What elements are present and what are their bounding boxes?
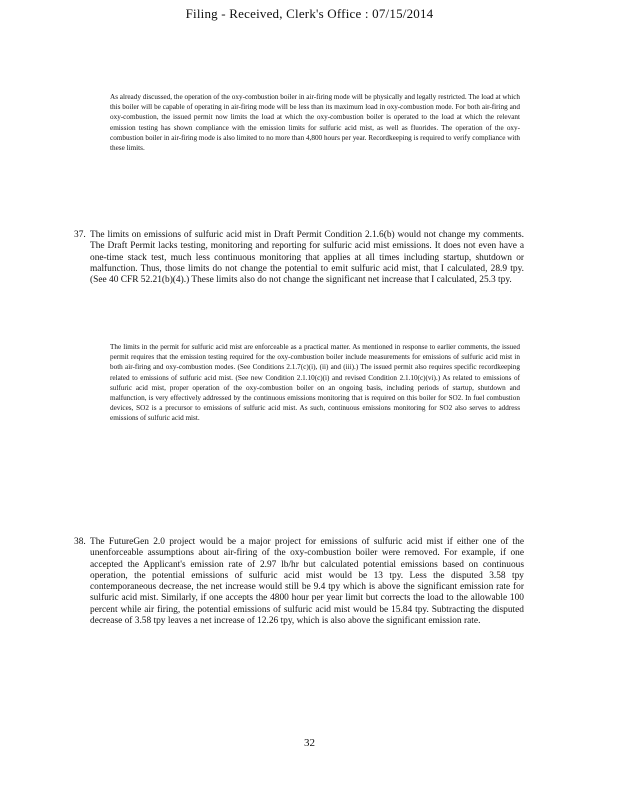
- comment-number: 37.: [74, 230, 86, 240]
- comment-text: The limits on emissions of sulfuric acid mist in Draft Permit Condition 2.1.6(b) would not change my comments. The Draft Permit lacks testing, monitoring and reporting for sulfuric acid mist emissions. It does not even have a one-time stack test, much less continuous monitoring that applies at all times including startup, shutdown or malfunction. Thus, those limits do not change the potential to emit sulfuric acid mist, that I calculated, 28.9 tpy. (See 40 CFR 52.21(b)(4).) These limits also do not change the significant net increase that I calculated, 25.3 tpy.: [90, 230, 524, 286]
- page-number: 32: [304, 737, 315, 749]
- response-paragraph: [110, 342, 520, 424]
- response-text: As already discussed, the operation of the oxy-combustion boiler in air-firing mode will be physically and legally restricted. The load at which this boiler will be capable of operating in air-firing mode will be less than its maximum load in oxy-combustion mode. For both air-firing and oxy-combustion, the issued permit now limits the load at which the oxy-combustion boiler is operated to the load at which the relevant emission testing has shown compliance with the emission limits for sulfuric acid mist, as well as fluorides. The operation of the oxy-combustion boiler in air-firing mode is also limited to no more than 4,800 hours per year. Recordkeeping is required to verify compliance with these limits.: [110, 93, 520, 153]
- comment-number: 38.: [74, 537, 86, 547]
- response-text: The limits in the permit for sulfuric acid mist are enforceable as a practical matter. As mentioned in response to earlier comments, the issued permit requires that the emission testing required for the oxy-combustion boiler include measurements for emissions of sulfuric acid mist in both air-firing and oxy-combustion modes. (See Conditions 2.1.7(c)(i), (ii) and (iii).) The issued permit also requires specific recordkeeping related to emissions of sulfuric acid mist. (See new Condition 2.1.10(c)(i) and revised Condition 2.1.10(c)(vi).) As related to emissions of sulfuric acid mist, proper operation of the oxy-combustion boiler on an ongoing basis, including periods of startup, shutdown and malfunction, is very effectively addressed by the continuous emissions monitoring that is required on this boiler for SO2. In fuel combustion devices, SO2 is a precursor to emissions of sulfuric acid mist. As such, continuous emissions monitoring for SO2 also serves to address emissions of sulfuric acid mist.: [110, 343, 520, 423]
- comment-item: [74, 230, 524, 286]
- comment-item: [74, 537, 524, 627]
- response-paragraph: [110, 92, 520, 153]
- comment-text: The FutureGen 2.0 project would be a major project for emissions of sulfuric acid mist if either one of the unenforceable assumptions about air-firing of the oxy-combustion boiler were removed. For example, if one accepted the Applicant's emission rate of 2.97 lb/hr but calculated potential emissions based on continuous operation, the potential emissions of sulfuric acid mist would be 13 tpy. Less the disputed 3.58 tpy contemporaneous decrease, the net increase would still be 9.4 tpy which is above the significant emission rate for sulfuric acid mist. Similarly, if one accepts the 4800 hour per year limit but corrects the load to the allowable 100 percent while air firing, the potential emissions of sulfuric acid mist would be 15.84 tpy. Subtracting the disputed decrease of 3.58 tpy leaves a net increase of 12.26 tpy, which is also above the significant emission rate.: [90, 537, 524, 627]
- filing-stamp-header: Filing - Received, Clerk's Office : 07/15/2014: [185, 6, 434, 21]
